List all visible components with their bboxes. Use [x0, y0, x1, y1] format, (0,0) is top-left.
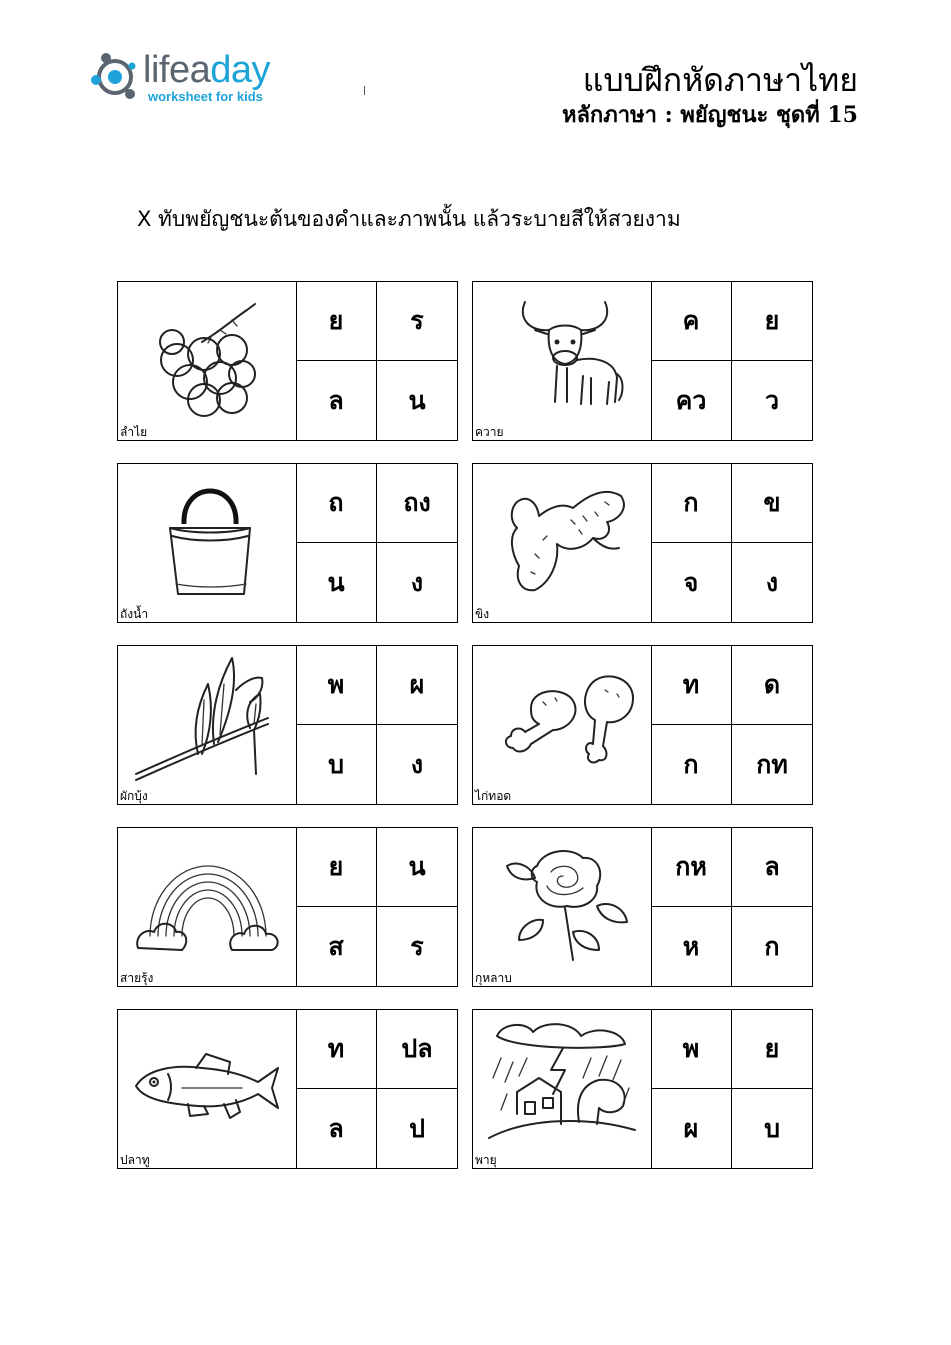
exercise-card: [472, 827, 813, 987]
choice-cell[interactable]: ท: [651, 646, 732, 725]
choice-cell[interactable]: กห: [651, 828, 732, 907]
choice-cell[interactable]: ล: [296, 1089, 377, 1168]
choice-cell[interactable]: ด: [732, 646, 812, 725]
ginger-icon: [487, 472, 637, 600]
exercise-card: [117, 463, 458, 623]
choice-cell[interactable]: บ: [296, 725, 377, 804]
choice-cell[interactable]: ผ: [377, 646, 457, 725]
exercise-card: [472, 281, 813, 441]
picture-caption: ลำไย: [120, 425, 148, 439]
picture-caption: ถังน้ำ: [120, 607, 149, 621]
exercise-card: [117, 1009, 458, 1169]
choice-cell[interactable]: น: [377, 828, 457, 907]
picture-panel: [473, 646, 652, 804]
picture-panel: [473, 282, 652, 440]
picture-panel: [118, 464, 297, 622]
choice-cell[interactable]: คว: [651, 361, 732, 440]
rose-icon: [487, 836, 637, 964]
choice-cell[interactable]: ผ: [651, 1089, 732, 1168]
picture-caption: ไก่ทอด: [475, 789, 512, 803]
picture-panel: [473, 464, 652, 622]
choice-cell[interactable]: กท: [756, 749, 788, 779]
exercise-card: [472, 463, 813, 623]
storm-icon: [487, 1018, 637, 1146]
instruction-text: X ทับพยัญชนะต้นของคำและภาพนั้น แล้วระบายสีให้สวยงาม: [137, 207, 681, 231]
exercise-card: [472, 645, 813, 805]
rainbow-icon: [132, 836, 282, 964]
choice-cell[interactable]: พ: [651, 1010, 732, 1089]
exercise-card: [472, 1009, 813, 1169]
choice-cell[interactable]: ปล: [377, 1010, 457, 1089]
fried-chicken-icon: [487, 654, 637, 782]
morning-glory-icon: [132, 654, 282, 782]
picture-caption: กุหลาบ: [475, 971, 512, 985]
choice-cell[interactable]: ง: [410, 749, 424, 779]
choice-cell[interactable]: จ: [651, 543, 732, 622]
picture-panel: [118, 828, 297, 986]
choice-cell[interactable]: น: [408, 385, 426, 415]
page-subtitle: หลักภาษา : พยัญชนะ ชุดที่ 15: [561, 102, 858, 128]
choice-cell[interactable]: ส: [296, 907, 377, 986]
longan-icon: [132, 290, 282, 418]
buffalo-icon: [487, 290, 637, 418]
choice-cell[interactable]: ล: [296, 361, 377, 440]
picture-caption: ผักบุ้ง: [120, 789, 148, 803]
choice-cell[interactable]: น: [296, 543, 377, 622]
divider-mark: [364, 86, 365, 95]
picture-caption: ควาย: [475, 425, 504, 439]
bucket-icon: [132, 472, 282, 600]
choice-cell[interactable]: ง: [765, 567, 779, 597]
choice-cell[interactable]: ล: [732, 828, 812, 907]
picture-panel: [118, 1010, 297, 1168]
choice-cell[interactable]: ก: [651, 464, 732, 543]
choice-cell[interactable]: บ: [764, 1113, 780, 1143]
exercise-card: [117, 281, 458, 441]
brand-tagline: worksheet for kids: [148, 89, 263, 104]
fish-icon: [132, 1018, 282, 1146]
picture-panel: [118, 646, 297, 804]
picture-caption: ขิง: [475, 607, 490, 621]
choice-cell[interactable]: ร: [377, 282, 457, 361]
choice-cell[interactable]: ท: [296, 1010, 377, 1089]
exercise-card: [117, 827, 458, 987]
picture-panel: [473, 1010, 652, 1168]
picture-caption: พายุ: [475, 1153, 497, 1167]
choice-cell[interactable]: ย: [296, 828, 377, 907]
choice-cell[interactable]: ว: [764, 385, 780, 415]
picture-caption: ปลาทู: [120, 1153, 150, 1167]
choice-cell[interactable]: ถง: [377, 464, 457, 543]
picture-panel: [118, 282, 297, 440]
choice-cell[interactable]: ก: [764, 931, 780, 961]
page-title: แบบฝึกหัดภาษาไทย: [582, 61, 858, 99]
picture-caption: สายรุ้ง: [120, 971, 154, 985]
choice-cell[interactable]: ข: [732, 464, 812, 543]
choice-cell[interactable]: ง: [410, 567, 424, 597]
choice-cell[interactable]: ถ: [296, 464, 377, 543]
choice-cell[interactable]: ป: [409, 1113, 425, 1143]
choice-cell[interactable]: ย: [732, 282, 812, 361]
logo: [88, 48, 298, 108]
choice-cell[interactable]: ห: [651, 907, 732, 986]
choice-cell[interactable]: ร: [410, 931, 424, 961]
choice-cell[interactable]: พ: [296, 646, 377, 725]
choice-cell[interactable]: ย: [296, 282, 377, 361]
choice-cell[interactable]: ก: [651, 725, 732, 804]
brand-name: lifeaday: [143, 49, 270, 91]
picture-panel: [473, 828, 652, 986]
choice-cell[interactable]: ย: [732, 1010, 812, 1089]
exercise-card: [117, 645, 458, 805]
molecule-icon: [88, 50, 142, 104]
choice-cell[interactable]: ค: [651, 282, 732, 361]
